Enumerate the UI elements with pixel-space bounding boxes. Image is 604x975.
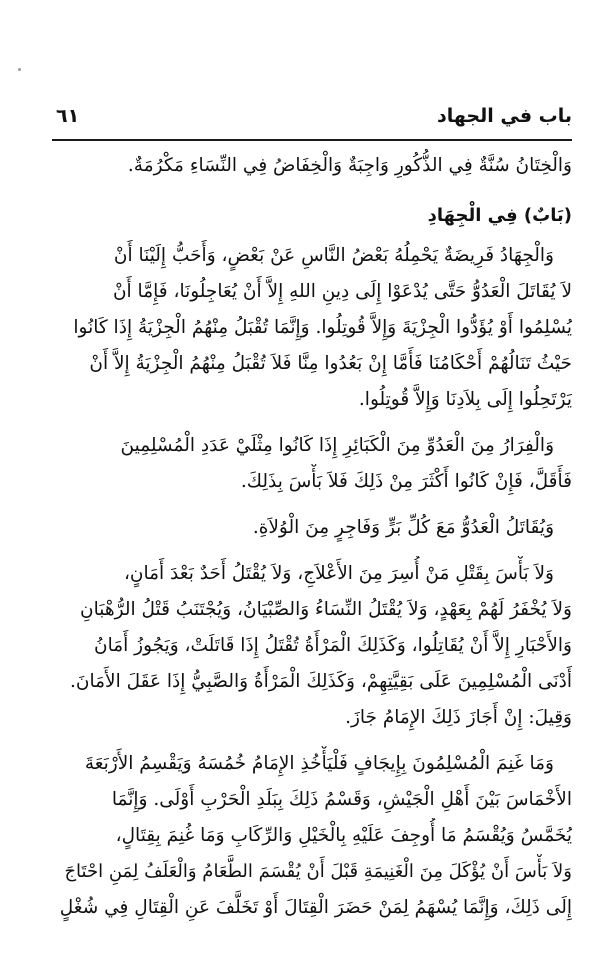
text-line: يَرْتَحِلُوا إِلَى بِلاَدِنَا وَإِلاَّ قُوتِلُوا. xyxy=(358,389,572,410)
paragraph-jihad-obligation xyxy=(52,238,572,418)
text-line: الأَخْمَاسَ بَيْنَ أَهْلِ الْجَيْشِ، وَقَسْمُ ذَلِكَ بِبَلَدِ الْحَرْبِ أَوْلَى. وَإِنَّمَا xyxy=(111,789,572,810)
section-heading: (بَابٌ) فِي الْجِهَادِ xyxy=(427,205,572,226)
paragraph-fleeing xyxy=(52,428,572,500)
intro-line: وَالْخِتَانُ سُنَّةٌ فِي الذُّكُورِ وَاجِبَةٌ وَالْخِفَاضُ فِي النِّسَاءِ مَكْرُمَةٌ. xyxy=(127,155,572,176)
text-line: وَلاَ بَأْسَ بِقَتْلِ مَنْ أُسِرَ مِنَ الأَعْلاَجِ، وَلاَ يُقْتَلُ أَحَدٌ بَعْدَ أَمَانٍ، xyxy=(123,563,554,584)
text-line: وَالأَحْبَارِ إِلاَّ أَنْ يُقَاتِلُوا، وَكَذَلِكَ الْمَرْأَةُ تُقْتَلُ إِذَا قَاتَلَتْ، وَيَجُوزُ أَمَانُ xyxy=(93,635,572,656)
text-line: وَالْجِهَادُ فَرِيضَةٌ يَحْمِلُهُ بَعْضُ النَّاسِ عَنْ بَعْضٍ، وَأَحَبُّ إِلَيْنَا أَنْ xyxy=(113,245,554,266)
text-line: فَأَقَلَّ، فَإِنْ كَانُوا أَكْثَرَ مِنْ ذَلِكَ فَلاَ بَأْسَ بِذَلِكَ. xyxy=(240,471,572,492)
text-line: يُخَمَّسُ وَيُقْسَمُ مَا أُوجِفَ عَلَيْهِ بِالْخَيْلِ وَالرِّكَابِ وَمَا غُنِمَ بِقِتَالٍ، xyxy=(115,825,572,846)
paragraph-captives-and-safety xyxy=(52,556,572,736)
text-line: وَالْفِرَارُ مِنَ الْعَدُوِّ مِنَ الْكَبَائِرِ إِذَا كَانُوا مِثْلَيْ عَدَدِ الْمُسْلِمِينَ xyxy=(120,435,554,456)
text-line: وَقِيلَ: إِنْ أَجَازَ ذَلِكَ الإِمَامُ جَازَ. xyxy=(345,707,572,728)
text-line: وَلاَ يُخْفَرُ لَهُمْ بِعَهْدٍ، وَلاَ يُقْتَلُ النِّسَاءُ وَالصِّبْيَانُ، وَيُجْتَنَبُ قَتْلُ الرُّهْبَانِ xyxy=(80,599,572,620)
text-line: وَيُقَاتَلُ الْعَدُوُّ مَعَ كُلِّ بَرٍّ وَفَاجِرٍ مِنَ الْوُلاَةِ. xyxy=(252,517,554,538)
page-number: ٦١ xyxy=(56,105,80,127)
text-line: وَلاَ بَأْسَ أَنْ يُؤْكَلَ مِنَ الْغَنِيمَةِ قَبْلَ أَنْ يُقْسَمَ الطَّعَامُ وَالْعَلَفُ لِمَنِ احْتَاجَ xyxy=(64,861,572,882)
scan-speck xyxy=(18,68,21,71)
page-header xyxy=(52,103,572,141)
text-line: يُسْلِمُوا أَوْ يُؤَدُّوا الْجِزْيَةَ وَإِلاَّ قُوتِلُوا. وَإِنَّمَا تُقْبَلُ مِنْهُمُ الْجِزْيَةُ إِذَا كَانُوا xyxy=(73,317,572,338)
text-line: حَيْثُ تَنَالُهُمْ أَحْكَامُنَا فَأَمَّا إِنْ بَعُدُوا مِنَّا فَلاَ تُقْبَلُ مِنْهُمُ الْجِزْيَةُ إِلاَّ أَنْ xyxy=(89,353,572,374)
text-line: إِلَى ذَلِكَ، وَإِنَّمَا يُسْهَمُ لِمَنْ حَضَرَ الْقِتَالَ أَوْ تَخَلَّفَ عَنِ الْقِتَالِ فِي شُغْلٍ xyxy=(59,897,572,918)
paragraph-spoils xyxy=(52,746,572,926)
paragraph-fighting-with-rulers xyxy=(52,510,572,546)
running-title: باب في الجهاد xyxy=(436,105,572,127)
text-line: لاَ يُقَاتَلَ الْعَدُوُّ حَتَّى يُدْعَوْا إِلَى دِينِ اللهِ إِلاَّ أَنْ يُعَاجِلُونَا، فَإِمَّا أَنْ xyxy=(112,281,572,302)
page-body xyxy=(52,148,572,936)
text-line: وَمَا غَنِمَ الْمُسْلِمُونَ بِإِيجَافٍ فَلْيَأْخُذِ الإِمَامُ خُمُسَهُ وَيَقْسِمُ الأَرْبَعَةَ xyxy=(84,753,554,774)
text-line: أَدْنَى الْمُسْلِمِينَ عَلَى بَقِيَّتِهِمْ، وَكَذَلِكَ الْمَرْأَةُ وَالصَّبِيُّ إِذَا عَقَلَ الأَمَانَ. xyxy=(70,671,572,692)
